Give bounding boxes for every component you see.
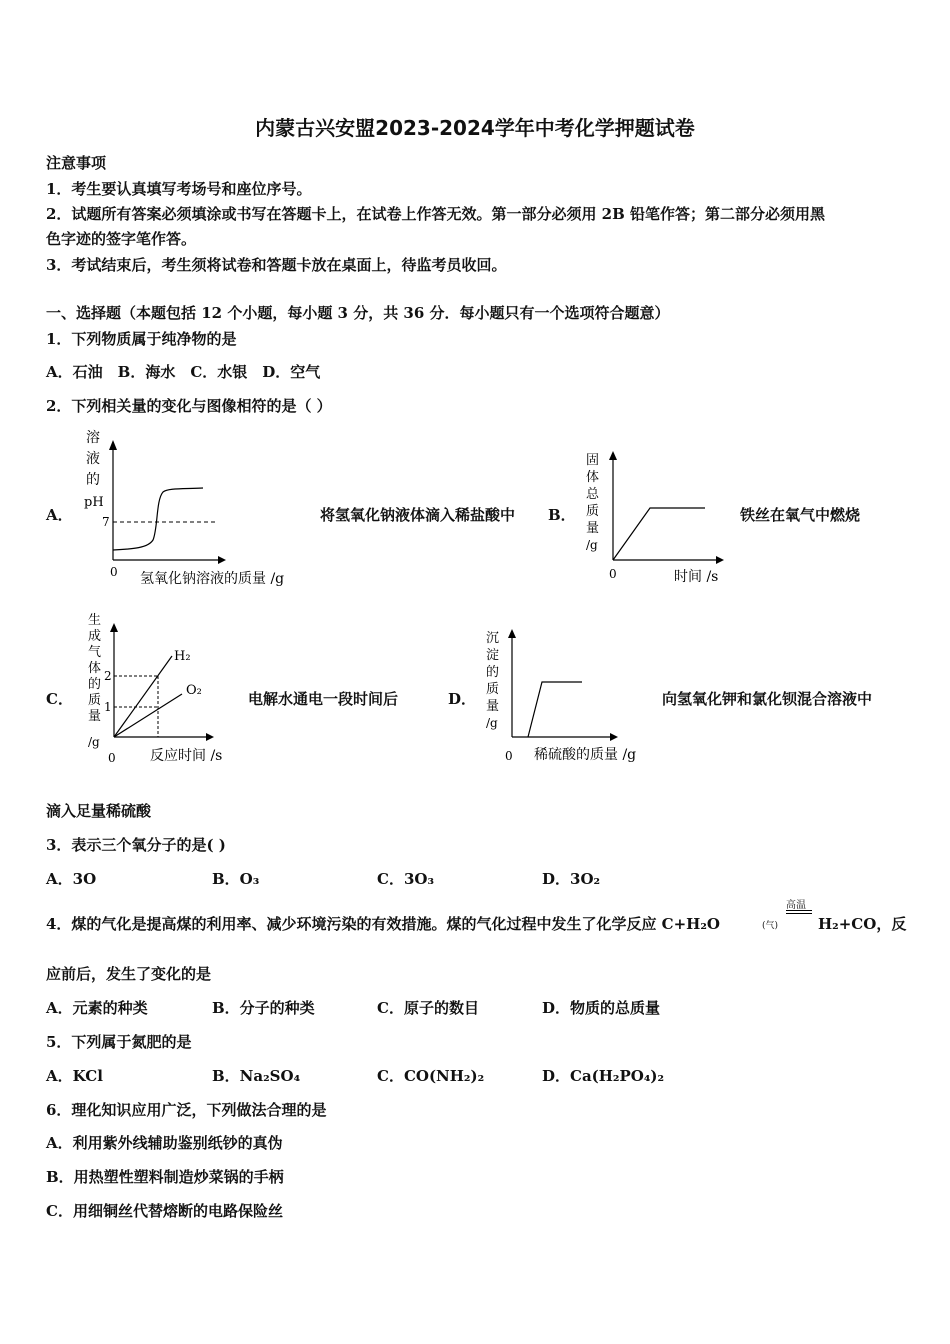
graph-d-ylabel-1: 沉 (486, 631, 500, 646)
q4-option-a: A．元素的种类 (46, 999, 148, 1017)
graph-c-x-arrow (206, 733, 214, 741)
graph-c-h2-label: H₂ (174, 649, 191, 664)
graph-a (78, 428, 318, 593)
notice-item-3: 3．考试结束后，考生须将试卷和答题卡放在桌面上，待监考员收回。 (46, 256, 507, 274)
q5-option-c: C．CO(NH₂)₂ (377, 1067, 485, 1085)
graph-d-ylabel-5: 量 (486, 699, 500, 714)
graph-c-xlabel: 反应时间 /s (150, 748, 223, 764)
page-title: 内蒙古兴安盟2023-2024学年中考化学押题试卷 (255, 116, 695, 140)
q4-stem-part2: H₂+CO，反 (818, 915, 907, 933)
graph-b-ylabel-4: 质 (586, 504, 600, 519)
graph-d-x-arrow (610, 733, 618, 741)
notice-heading: 注意事项 (46, 154, 107, 172)
graph-b-origin: 0 (609, 567, 617, 581)
graph-a-xlabel: 氢氧化钠溶液的质量 /g (140, 571, 285, 587)
q4-reaction-bar-top (786, 910, 812, 911)
graph-d-ylabel-2: 淀 (486, 648, 500, 663)
q2-c-label: C． (46, 690, 73, 708)
graph-c-origin: 0 (108, 751, 116, 765)
q5-option-d: D．Ca(H₂PO₄)₂ (542, 1067, 665, 1085)
graph-c-ylabel-6: 质 (88, 693, 102, 708)
graph-b-ylabel-2: 体 (586, 470, 600, 485)
q4-reaction-bar-bottom (786, 913, 812, 914)
graph-c-ylabel-2: 成 (88, 629, 102, 644)
q1-options: A．石油 B．海水 C．水银 D．空气 (46, 363, 321, 381)
q2-d-label: D． (448, 690, 477, 708)
graph-d-ylabel-4: 质 (486, 682, 500, 697)
q2-a-label: A． (46, 506, 73, 524)
graph-a-ylabel-4: pH (84, 495, 104, 510)
graph-c-ylabel-5: 的 (88, 677, 102, 692)
q6-option-b: B．用热塑性塑料制造炒菜锅的手柄 (46, 1168, 284, 1186)
graph-c (80, 612, 250, 770)
graph-a-x-arrow (218, 556, 226, 564)
graph-c-o2-label: O₂ (186, 683, 202, 698)
graph-a-ylabel-1: 溶 (86, 430, 100, 446)
q6-option-a: A．利用紫外线辅助鉴别纸钞的真伪 (46, 1134, 283, 1152)
graph-b-ylabel-5: 量 (586, 521, 600, 536)
graph-a-curve (113, 488, 203, 550)
q5-option-a: A．KCl (46, 1067, 103, 1085)
q2-d-text-cont: 滴入足量稀硫酸 (46, 802, 152, 820)
graph-c-ylabel-3: 气 (88, 645, 102, 660)
graph-c-y-arrow (110, 623, 118, 632)
graph-d-ylabel-3: 的 (486, 665, 500, 680)
graph-d-line (528, 682, 582, 737)
graph-c-h2-line (114, 656, 172, 737)
q4-option-b: B．分子的种类 (212, 999, 315, 1017)
q3-option-a: A．3O (46, 870, 97, 888)
graph-c-tick-2: 2 (104, 669, 112, 683)
q4-stem-part1: 4．煤的气化是提高煤的利用率、减少环境污染的有效措施。煤的气化过程中发生了化学反应 C+H₂O (46, 915, 720, 933)
notice-item-2-cont: 色字迹的签字笔作答。 (46, 230, 197, 248)
graph-c-ylabel-8: /g (88, 735, 100, 749)
q2-b-text: 铁丝在氧气中燃烧 (740, 506, 861, 524)
graph-d-xlabel: 稀硫酸的质量 /g (534, 747, 637, 763)
q1-stem: 1．下列物质属于纯净物的是 (46, 330, 237, 348)
graph-a-tick-7: 7 (102, 515, 110, 529)
graph-b-ylabel-3: 总 (586, 487, 600, 502)
graph-a-y-arrow (109, 440, 117, 450)
q4-condition: 高温 (786, 900, 806, 911)
graph-c-tick-1: 1 (104, 700, 112, 714)
q2-a-text: 将氢氧化钠液体滴入稀盐酸中 (320, 506, 516, 524)
graph-b-x-arrow (716, 556, 724, 564)
graph-c-ylabel-1: 生 (88, 613, 102, 628)
graph-b-xlabel: 时间 /s (674, 569, 719, 585)
graph-a-origin: 0 (110, 565, 118, 579)
q2-stem: 2．下列相关量的变化与图像相符的是（ ） (46, 397, 332, 415)
q4-option-d: D．物质的总质量 (542, 999, 661, 1017)
q4-option-c: C．原子的数目 (377, 999, 479, 1017)
q3-stem: 3．表示三个氧分子的是( ) (46, 836, 226, 854)
graph-b (580, 448, 740, 588)
notice-item-1: 1．考生要认真填写考场号和座位序号。 (46, 180, 312, 198)
q4-gas-state: (气) (762, 921, 779, 931)
graph-d-ylabel-6: /g (486, 716, 498, 730)
q3-option-c: C．3O₃ (377, 870, 435, 888)
q3-option-d: D．3O₂ (542, 870, 601, 888)
graph-a-ylabel-3: 的 (86, 472, 100, 488)
q6-option-c: C．用细铜丝代替熔断的电路保险丝 (46, 1202, 283, 1220)
graph-b-y-arrow (609, 451, 617, 460)
graph-c-ylabel-7: 量 (88, 709, 102, 724)
graph-d-origin: 0 (505, 749, 513, 763)
q2-b-label: B． (548, 506, 576, 524)
q2-d-text: 向氢氧化钾和氯化钡混合溶液中 (662, 690, 873, 708)
graph-c-ylabel-4: 体 (88, 661, 102, 676)
section-heading: 一、选择题（本题包括 12 个小题，每小题 3 分，共 36 分．每小题只有一个选项符合题意） (46, 304, 670, 322)
graph-b-ylabel-1: 固 (586, 453, 600, 468)
graph-c-o2-line (114, 694, 182, 737)
q5-stem: 5．下列属于氮肥的是 (46, 1033, 192, 1051)
q3-option-b: B．O₃ (212, 870, 260, 888)
q6-stem: 6．理化知识应用广泛，下列做法合理的是 (46, 1101, 327, 1119)
graph-a-ylabel-2: 液 (86, 451, 100, 467)
q2-c-text: 电解水通电一段时间后 (248, 690, 399, 708)
graph-d (482, 622, 662, 768)
notice-item-2: 2．试题所有答案必须填涂或书写在答题卡上，在试卷上作答无效。第一部分必须用 2B 铅笔作答；第二部分必须用黑 (46, 205, 826, 223)
q4-stem-part3: 应前后，发生了变化的是 (46, 965, 212, 983)
graph-b-line (613, 508, 705, 560)
graph-d-y-arrow (508, 629, 516, 638)
q5-option-b: B．Na₂SO₄ (212, 1067, 301, 1085)
graph-b-ylabel-6: /g (586, 538, 598, 552)
